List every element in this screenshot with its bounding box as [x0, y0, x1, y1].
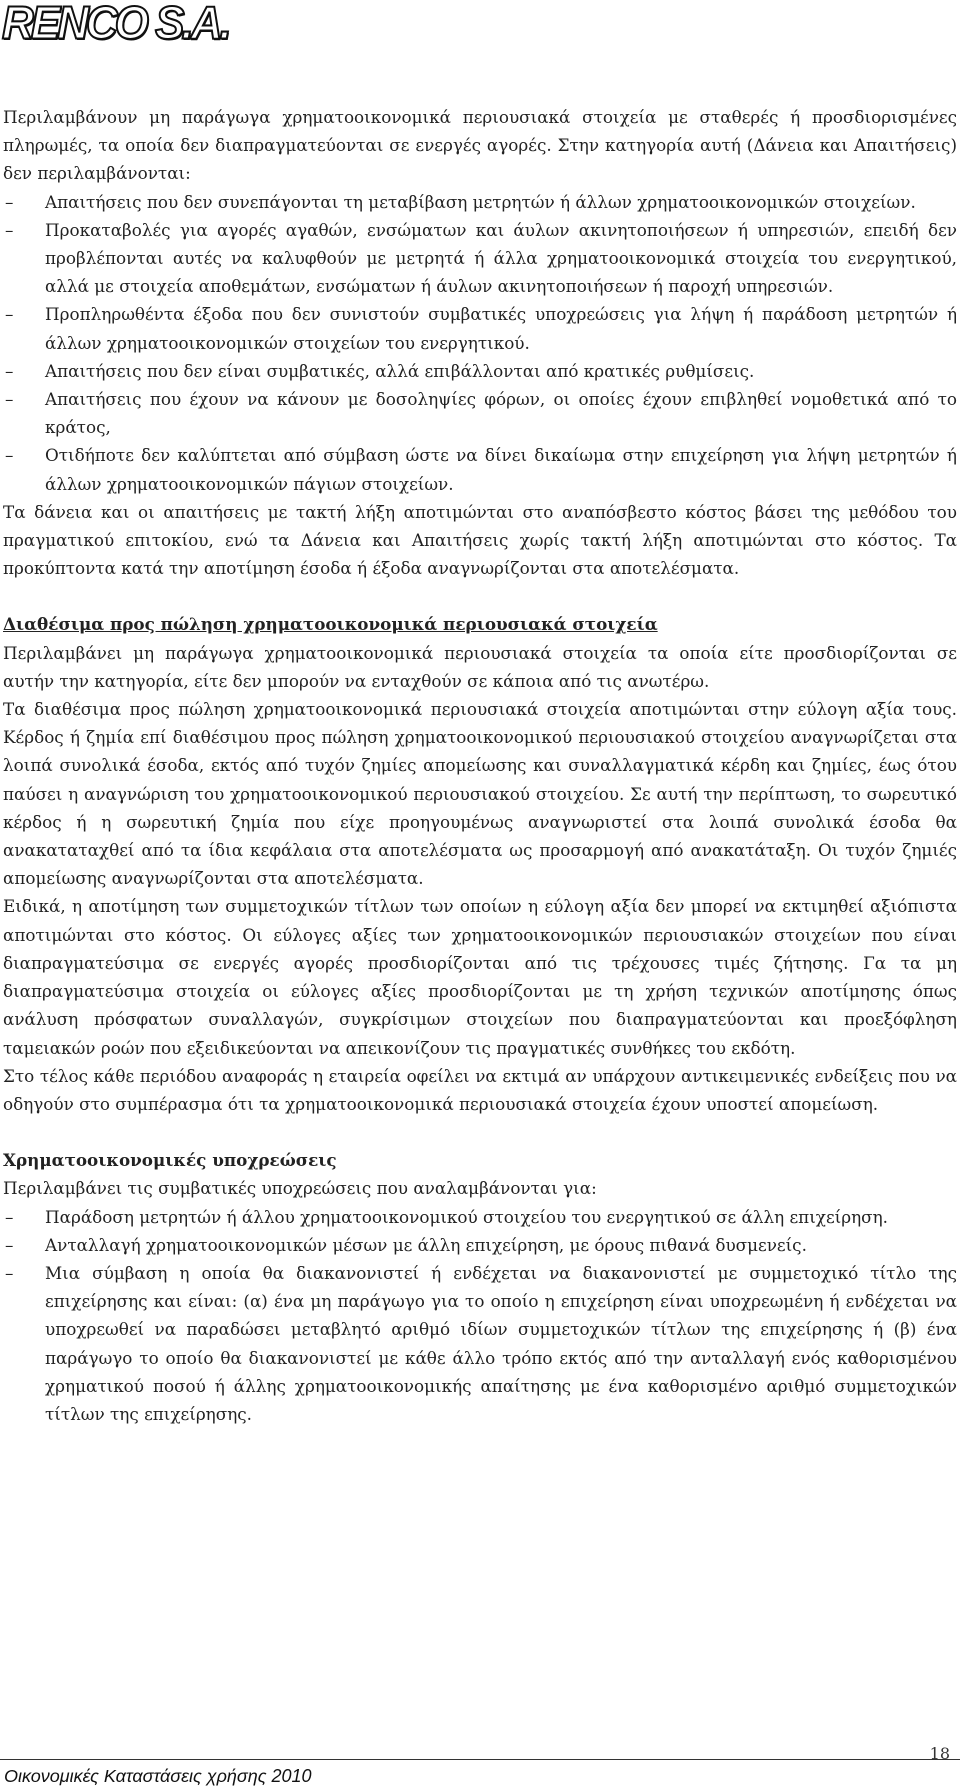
body-paragraph: Στο τέλος κάθε περιόδου αναφοράς η εταιρεία οφείλει να εκτιμά αν υπάρχουν αντικειμενικές ενδείξεις που να οδηγούν στο συμπέρασμα ότι τα χρηματοοικονομικά περιουσιακά στοιχεία έχουν υποστεί απομείωση.	[3, 1065, 957, 1114]
list-item-text: Οτιδήποτε δεν καλύπτεται από σύμβαση ώστε να δίνει δικαίωμα στην επιχείρηση για λήψη μετρητών ή άλλων χρηματοοικονομικών πάγιων στοιχείων.	[45, 445, 957, 494]
bullet-dash: –	[5, 1234, 14, 1255]
document-body	[3, 103, 957, 1428]
bullet-dash: –	[5, 1206, 14, 1227]
body-paragraph: Περιλαμβάνει μη παράγωγα χρηματοοικονομικά περιουσιακά στοιχεία τα οποία είτε προσδιορίζονται σε αυτήν την κατηγορία, είτε δεν μπορούν να ενταχθούν σε κάποια από τις ανωτέρω.	[3, 642, 957, 691]
list-item	[3, 216, 957, 301]
footer-title: Οικονομικές Καταστάσεις χρήσης 2010	[4, 1766, 312, 1786]
page-number: 18	[929, 1744, 950, 1763]
company-logo: RENCO S.A.	[2, 0, 229, 50]
loans-intro-paragraph: Περιλαμβάνουν μη παράγωγα χρηματοοικονομικά περιουσιακά στοιχεία με σταθερές ή προσδιορισμένες πληρωμές, τα οποία δεν διαπραγματεύονται σε ενεργές αγορές. Στην κατηγορία αυτή (Δάνεια και Απαιτήσεις) δεν περιλαμβάνονται:	[3, 107, 957, 184]
list-item	[3, 441, 957, 497]
body-paragraph: Ειδικά, η αποτίμηση των συμμετοχικών τίτλων των οποίων η εύλογη αξία δεν μπορεί να εκτιμηθεί αξιόπιστα αποτιμώνται στο κόστος. Οι εύλογες αξίες των χρηματοοικονομικών περιουσιακών στοιχείων που είναι διαπραγματεύσιμα σε ενεργές αγορές προσδιορίζονται από τις τρέχουσες τιμές ζήτησης. Γα τα μη διαπραγματεύσιμα στοιχεία οι εύλογες αξίες προσδιορίζονται με τη χρήση τεχνικών αποτίμησης όπως ανάλυση πρόσφατων συναλλαγών, συγκρίσιμων στοιχείων που διαπραγματεύονται και προεξόφληση ταμειακών ροών που εξειδικεύονται να απεικονίζουν τις πραγματικές συνθήκες του εκδότη.	[3, 896, 957, 1058]
liabilities-intro-paragraph: Περιλαμβάνει τις συμβατικές υποχρεώσεις που αναλαμβάνονται για:	[3, 1178, 597, 1199]
bullet-dash: –	[5, 219, 14, 240]
section-heading-available-for-sale: Διαθέσιμα προς πώληση χρηματοοικονομικά περιουσιακά στοιχεία	[3, 614, 658, 635]
bullet-dash: –	[5, 445, 14, 466]
bullet-dash: –	[5, 360, 14, 381]
body-paragraph: Τα διαθέσιμα προς πώληση χρηματοοικονομικά περιουσιακά στοιχεία αποτιμώνται στην εύλογη αξία τους. Κέρδος ή ζημία επί διαθέσιμου προς πώληση χρηματοοικονομικού περιουσιακού στοιχείου αναγνωρίζεται στα λοιπά συνολικά έσοδα, εκτός από τυχόν ζημίες απομείωσης και συναλλαγματικά κέρδη και ζημίες, έως ότου παύσει η αναγνώριση του χρηματοοικονομικού περιουσιακού στοιχείου. Σε αυτή την περίπτωση, το σωρευτικό κέρδος ή η σωρευτική ζημία που είχε προηγουμένως αναγνωριστεί στα λοιπά συνολικά έσοδα θα ανακαταταχθεί από τα ίδια κεφάλαια στα αποτελέσματα ως προσαρμογή από ανακατάταξη. Οι τυχόν ζημιές απομείωσης αναγνωρίζονται στα αποτελέσματα.	[3, 699, 957, 889]
bullet-dash: –	[5, 1262, 14, 1283]
list-item-text: Απαιτήσεις που έχουν να κάνουν με δοσοληψίες φόρων, οι οποίες έχουν επιβληθεί νομοθετικά από το κράτος,	[45, 389, 957, 438]
loans-closing-paragraph: Τα δάνεια και οι απαιτήσεις με τακτή λήξη αποτιμώνται στο αναπόσβεστο κόστος βάσει της μεθόδου του πραγματικού επιτοκίου, ενώ τα Δάνεια και Απαιτήσεις χωρίς τακτή λήξη αποτιμώνται στο κόστος. Τα προκύπτοντα κατά την αποτίμηση έσοδα ή έξοδα αναγνωρίζονται στα αποτελέσματα.	[3, 501, 957, 579]
bullet-dash: –	[5, 304, 14, 325]
list-item	[3, 1203, 957, 1231]
list-item-text: Απαιτήσεις που δεν είναι συμβατικές, αλλά επιβάλλονται από κρατικές ρυθμίσεις.	[45, 360, 755, 381]
spacer	[3, 582, 957, 610]
bullet-dash: –	[5, 389, 14, 410]
list-item	[3, 300, 957, 356]
spacer	[3, 1118, 957, 1146]
list-item-text: Προκαταβολές για αγορές αγαθών, ενσώματων και άυλων ακινητοποιήσεων ή υπηρεσιών, επειδή δεν προβλέπονται αυτές να καλυφθούν με μετρητά ή άλλα χρηματοοικονομικά στοιχεία του ενεργητικού, αλλά με στοιχεία αποθεμάτων, ενσώματων ή άυλων ακινητοποιήσεων ή παροχή υπηρεσιών.	[45, 219, 957, 297]
list-item	[3, 1259, 957, 1428]
list-item-text: Απαιτήσεις που δεν συνεπάγονται τη μεταβίβαση μετρητών ή άλλων χρηματοοικονομικών στοιχείων.	[45, 191, 916, 212]
section-heading-financial-liabilities: Χρηματοοικονομικές υποχρεώσεις	[3, 1150, 337, 1171]
bullet-dash: –	[5, 191, 14, 212]
footer-divider	[0, 1759, 960, 1760]
list-item-text: Ανταλλαγή χρηματοοικονομικών μέσων με άλλη επιχείρηση, με όρους πιθανά δυσμενείς.	[45, 1234, 807, 1255]
list-item-text: Παράδοση μετρητών ή άλλου χρηματοοικονομικού στοιχείου του ενεργητικού σε άλλη επιχείρηση.	[45, 1206, 888, 1227]
list-item	[3, 385, 957, 441]
list-item	[3, 1231, 957, 1259]
list-item	[3, 357, 957, 385]
list-item-text: Προπληρωθέντα έξοδα που δεν συνιστούν συμβατικές υποχρεώσεις για λήψη ή παράδοση μετρητών ή άλλων χρηματοοικονομικών στοιχείων του ενεργητικού.	[45, 304, 957, 353]
list-item-text: Μια σύμβαση η οποία θα διακανονιστεί ή ενδέχεται να διακανονιστεί με συμμετοχικό τίτλο της επιχείρησης και είναι: (α) ένα μη παράγωγο για το οποίο η επιχείρηση είναι υποχρεωμένη ή ενδέχεται να υποχρεωθεί να παραδώσει μεταβλητό αριθμό ιδίων συμμετοχικών τίτλων της επιχείρησης ή (β) ένα παράγωγο το οποίο θα διακανονιστεί με κάθε άλλο τρόπο εκτός από την ανταλλαγή ενός καθορισμένου χρηματικού ποσού ή άλλης χρηματοοικονομικής απαίτησης με ένα καθορισμένο αριθμό συμμετοχικών τίτλων της επιχείρησης.	[45, 1262, 957, 1424]
list-item	[3, 188, 957, 216]
